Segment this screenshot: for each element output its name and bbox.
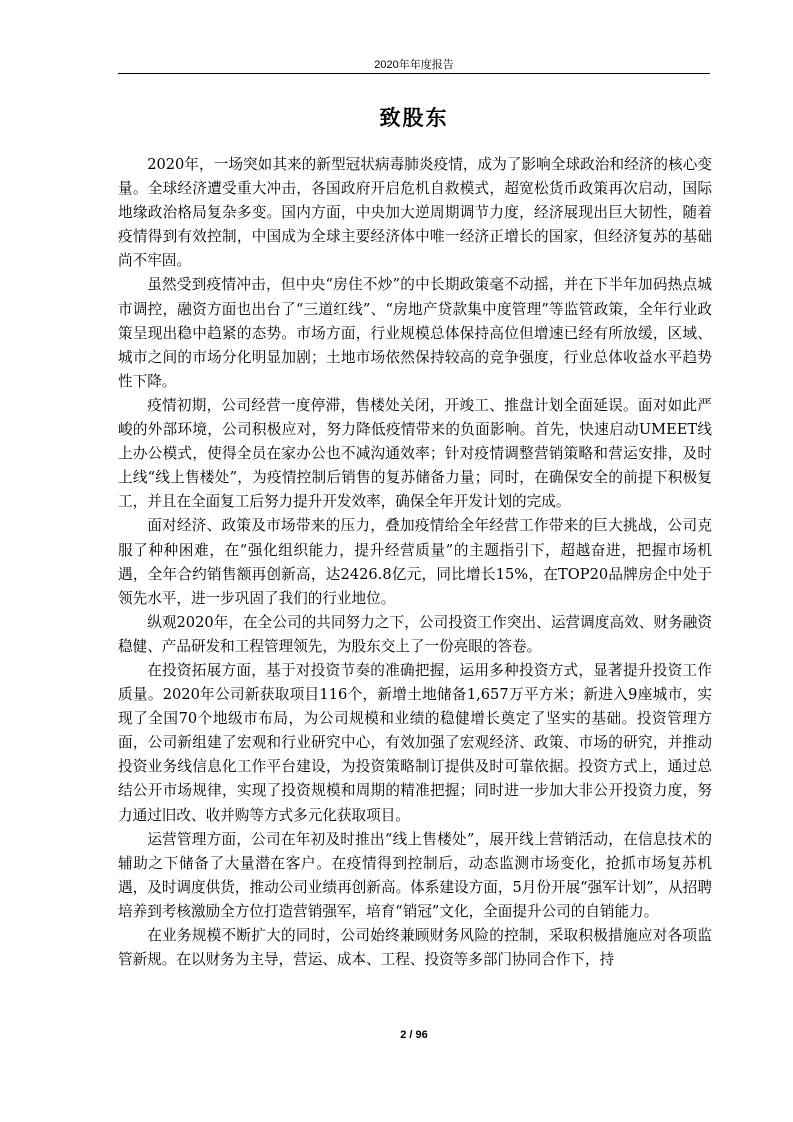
paragraph-2: 虽然受到疫情冲击，但中央“房住不炒”的中长期政策毫不动摇，并在下半年加码热点城市调控，融资方面也出台了“三道红线”、“房地产贷款集中度管理”等监管政策，全年行业政策呈现出稳中趋紧的态势。市场方面，行业规模总体保持高位但增速已经有所放缓，区域、城市之间的市场分化明显加剧；土地市场依然保持较高的竞争强度，行业总体收益水平趋势性下降。 [118,276,712,390]
running-header: 2020年年度报告 [374,59,454,71]
paragraph-7: 运营管理方面，公司在年初及时推出“线上售楼处”，展开线上营销活动，在信息技术的辅助之下储备了大量潜在客户。在疫情得到控制后，动态监测市场变化，抢抓市场复苏机遇，及时调度供货，推动公司业绩再创新高。体系建设方面，5月份开展“强军计划”，从招聘培养到考核激励全方位打造营销强军，培育“销冠”文化，全面提升公司的自销能力。 [118,830,712,920]
paragraph-1: 2020年，一场突如其来的新型冠状病毒肺炎疫情，成为了影响全球政治和经济的核心变量。全球经济遭受重大冲击，各国政府开启危机自救模式，超宽松货币政策再次启动，国际地缘政治格局复杂多变。国内方面，中央加大逆周期调节力度，经济展现出巨大韧性，随着疫情得到有效控制，中国成为全球主要经济体中唯一经济正增长的国家，但经济复苏的基础尚不牢固。 [118,156,712,270]
paragraph-4: 面对经济、政策及市场带来的压力，叠加疫情给全年经营工作带来的巨大挑战，公司克服了种种困难，在“强化组织能力，提升经营质量”的主题指引下，超越奋进，把握市场机遇，全年合约销售额再创新高，达2426.8亿元，同比增长15%，在TOP20品牌房企中处于领先水平，进一步巩固了我们的行业地位。 [118,517,712,607]
paragraph-5: 纵观2020年，在全公司的共同努力之下，公司投资工作突出、运营调度高效、财务融资稳健、产品研发和工程管理领先，为股东交上了一份亮眼的答卷。 [118,613,712,655]
paragraph-8: 在业务规模不断扩大的同时，公司始终兼顾财务风险的控制，采取积极措施应对各项监管新规。在以财务为主导，营运、成本、工程、投资等多部门协同合作下，持 [118,927,712,969]
header-divider [118,73,710,74]
page-title: 致股东 [379,105,449,130]
paragraph-3: 疫情初期，公司经营一度停滞，售楼处关闭，开竣工、推盘计划全面延误。面对如此严峻的外部环境，公司积极应对，努力降低疫情带来的负面影响。首先，快速启动UMEET线上办公模式，使得全员在家办公也不减沟通效率；针对疫情调整营销策略和营运安排，及时上线“线上售楼处”，为疫情控制后销售的复苏储备力量；同时，在确保安全的前提下积极复工，并且在全面复工后努力提升开发效率，确保全年开发计划的完成。 [118,396,712,511]
page-number: 2 / 96 [400,1029,428,1041]
letter-body [118,153,712,972]
paragraph-6: 在投资拓展方面，基于对投资节奏的准确把握，运用多种投资方式，显著提升投资工作质量。2020年公司新获取项目116个，新增土地储备1,657万平方米；新进入9座城市，实现了全国70个地级市布局，为公司规模和业绩的稳健增长奠定了坚实的基础。投资管理方面，公司新组建了宏观和行业研究中心，有效加强了宏观经济、政策、市场的研究，并推动投资业务线信息化工作平台建设，为投资策略制订提供及时可靠依据。投资方式上，通过总结公开市场规律，实现了投资规模和周期的精准把握；同时进一步加大非公开投资力度，努力通过旧改、收并购等方式多元化获取项目。 [118,661,712,824]
